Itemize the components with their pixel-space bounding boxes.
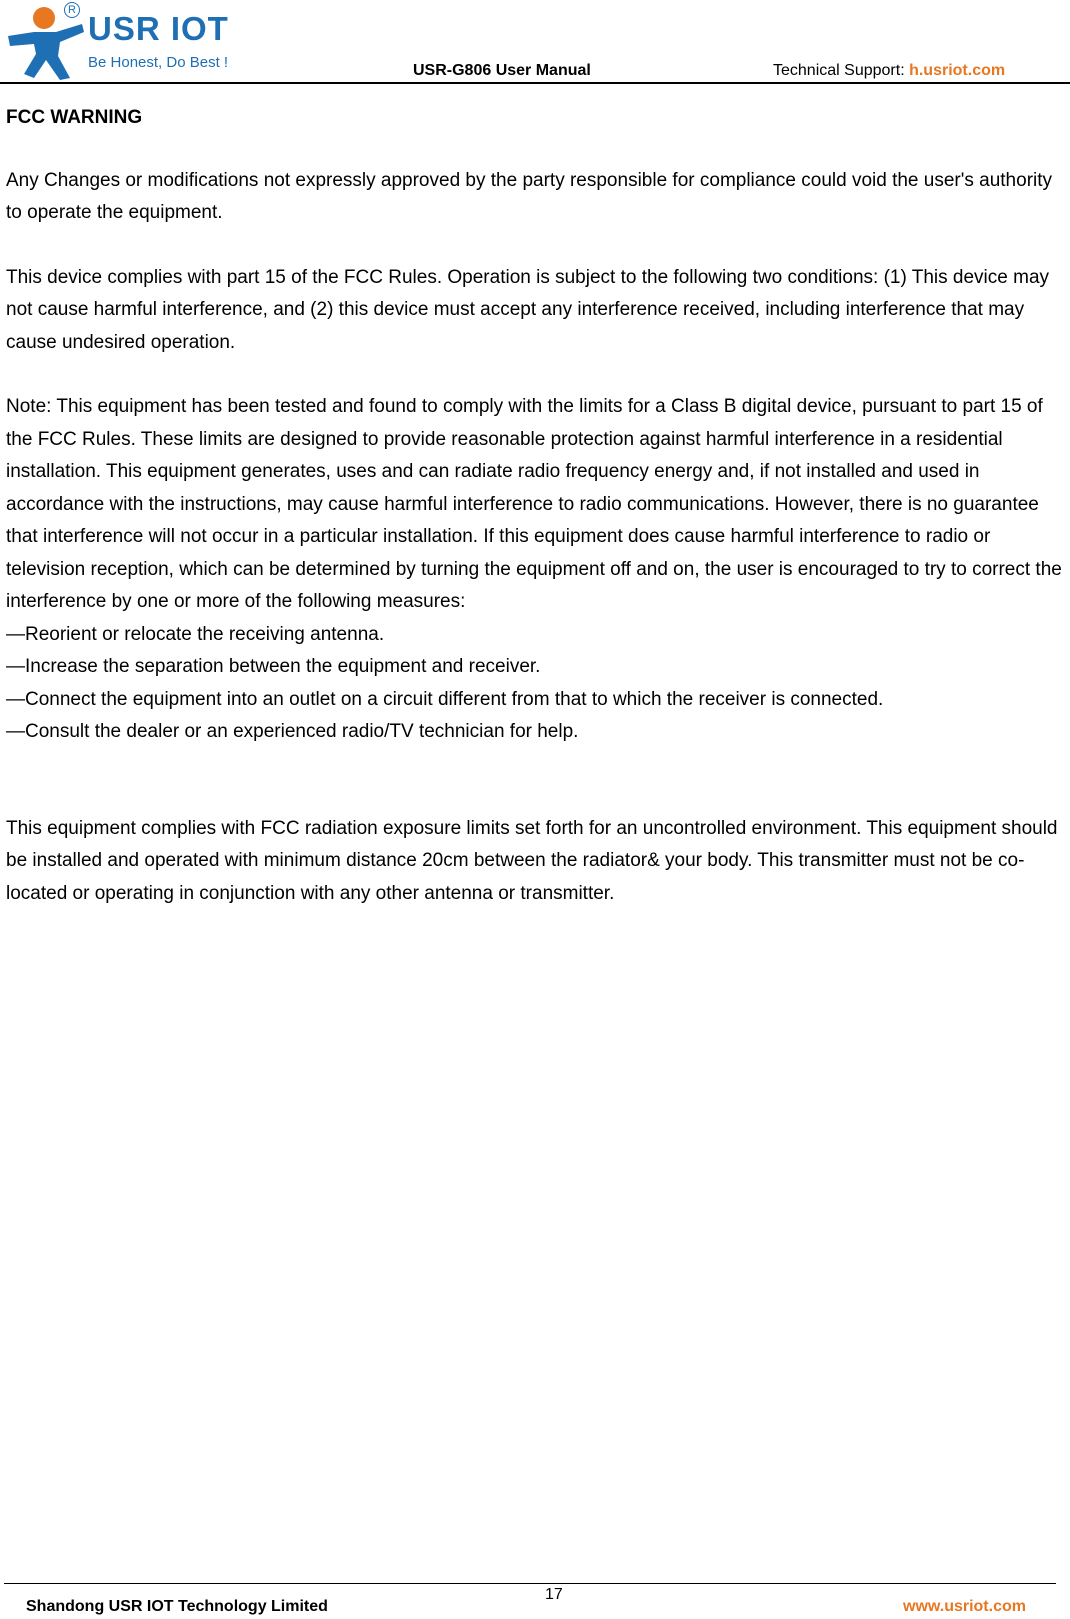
company-logo xyxy=(4,2,254,80)
paragraph-modifications: Any Changes or modifications not expressly approved by the party responsible for compliance could void the user's authority to operate the equipment. xyxy=(6,169,1053,223)
footer-website[interactable]: www.usriot.com xyxy=(903,1598,1026,1615)
measures-list xyxy=(6,619,1066,749)
footer-divider xyxy=(4,1583,1056,1584)
page-header xyxy=(0,0,1070,86)
page-number: 17 xyxy=(545,1586,563,1603)
technical-support xyxy=(773,62,1005,80)
paragraph-part15: This device complies with part 15 of the FCC Rules. Operation is subject to the following two conditions: (1) This device may not cause harmful interference, and (2) this device must accept any interference received, including interference that may cause undesired operation. xyxy=(6,266,1050,353)
manual-title: USR-G806 User Manual xyxy=(413,62,591,79)
registered-mark: R xyxy=(64,2,80,18)
support-label: Technical Support: xyxy=(773,62,910,79)
section-heading: FCC WARNING xyxy=(6,107,143,128)
brand-slogan: Be Honest, Do Best ! xyxy=(88,54,229,71)
header-divider xyxy=(0,82,1070,84)
brand-name: USR IOT xyxy=(88,10,229,47)
paragraph-radiation: This equipment complies with FCC radiation exposure limits set forth for an uncontrolled environment. This equipment should be installed and operated with minimum distance 20cm between the radiator& your body. This transmitter must not be co-located or operating in conjunction with any other antenna or transmitter. xyxy=(6,817,1058,904)
document-body xyxy=(6,102,1066,942)
list-item: —Increase the separation between the equipment and receiver. xyxy=(6,656,541,677)
support-link[interactable]: h.usriot.com xyxy=(909,62,1006,79)
paragraph-note: Note: This equipment has been tested and found to comply with the limits for a Class B digital device, pursuant to part 15 of the FCC Rules. These limits are designed to provide reasonable protection against harmful interference in a residential installation. This equipment generates, uses and can radiate radio frequency energy and, if not installed and used in accordance with the instructions, may cause harmful interference to radio communications. However, there is no guarantee that interference will not occur in a particular installation. If this equipment does cause harmful interference to radio or television reception, which can be determined by turning the equipment off and on, the user is encouraged to try to correct the interference by one or more of the following measures: xyxy=(6,396,1062,612)
footer-company: Shandong USR IOT Technology Limited xyxy=(26,1598,328,1615)
list-item: —Reorient or relocate the receiving antenna. xyxy=(6,623,385,645)
spacer xyxy=(6,781,1066,813)
list-item: —Connect the equipment into an outlet on a circuit different from that to which the receiver is connected. xyxy=(6,688,884,710)
list-item: —Consult the dealer or an experienced radio/TV technician for help. xyxy=(6,721,579,742)
